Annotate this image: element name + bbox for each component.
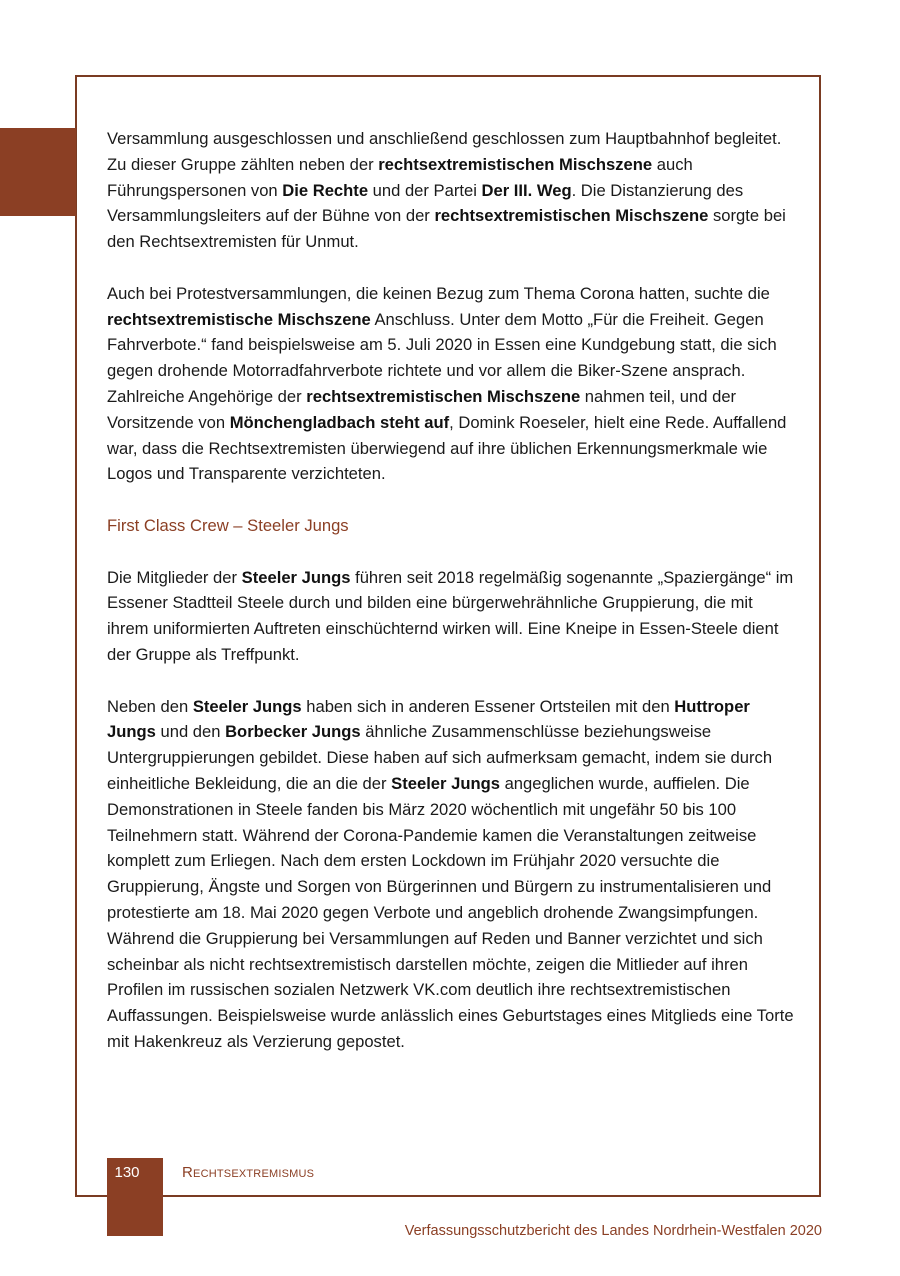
paragraph-1: Versammlung ausgeschlossen und anschließend geschlossen zum Hauptbahnhof begleitet. Zu dieser Gruppe zählten neben der rechtsextremistischen Mischszene auch Führungspersonen von Die Rechte und der Partei Der III. Weg. Die Distanzierung des Versammlungsleiters auf der Bühne von der rechtsextremistischen Mischszene sorgte bei den Rechtsextremisten für Unmut. [107, 129, 786, 252]
paragraph-4: Neben den Steeler Jungs haben sich in anderen Essener Ortsteilen mit den Huttroper Jungs und den Borbecker Jungs ähnliche Zusammenschlüsse beziehungsweise Untergruppierungen gebildet. Diese haben auf sich aufmerksam gemacht, indem sie durch einheitliche Bekleidung, die an die der Steeler Jungs angeglichen wurde, auffielen. Die Demonstrationen in Steele fanden bis März 2020 wöchentlich mit ungefähr 50 bis 100 Teilnehmern statt. Während der Corona-Pandemie kamen die Veranstaltungen zeitweise komplett zum Erliegen. Nach dem ersten Lockdown im Frühjahr 2020 versuchte die Gruppierung, Ängste und Sorgen von Bürgerinnen und Bürgern zu instrumentalisieren und protestierte am 18. Mai 2020 gegen Verbote und angeblich drohende Zwangsimpfungen. Während die Gruppierung bei Versammlungen auf Reden und Banner verzichtet und sich scheinbar als nicht rechtsextremistisch darstellen möchte, zeigen die Mitlieder auf ihren Profilen im russischen sozialen Netzwerk VK.com deutlich ihre rechtsextremistischen Auffassungen. Beispielsweise wurde anlässlich eines Geburtstages eines Mitglieds eine Torte mit Hakenkreuz als Verzierung gepostet. [107, 696, 794, 1051]
section-heading: First Class Crew – Steeler Jungs [107, 515, 349, 535]
page-number: 130 [114, 1164, 140, 1181]
running-head: Rechtsextremismus [182, 1164, 315, 1181]
paragraph-2: Auch bei Protestversammlungen, die keinen Bezug zum Thema Corona hatten, suchte die rechtsextremistische Mischszene Anschluss. Unter dem Motto „Für die Freiheit. Gegen Fahrverbote.“ fand beispielsweise am 5. Juli 2020 in Essen eine Kundgebung statt, die sich gegen drohende Motorradfahrverbote richtete und vor allem die Biker-Szene ansprach. Zahlreiche Angehörige der rechtsextremistischen Mischszene nahmen teil, und der Vorsitzende von Mönchengladbach steht auf, Domink Roeseler, hielt eine Rede. Auffallend war, dass die Rechtsextremisten überwiegend auf ihre üblichen Erkennungsmerkmale wie Logos und Transparente verzichteten. [107, 283, 787, 484]
main-text [107, 126, 797, 1080]
paragraph-3: Die Mitglieder der Steeler Jungs führen seit 2018 regelmäßig sogenannte „Spaziergänge“ im Essener Stadtteil Steele durch und bilden eine bürgerwehrähnliche Gruppierung, die mit ihrem uniformierten Auftreten einschüchternd wirken will. Eine Kneipe in Essen-Steele dient der Gruppe als Treffpunkt. [107, 567, 794, 664]
side-tab-marker [0, 128, 76, 216]
footer-title: Verfassungsschutzbericht des Landes Nordrhein-Westfalen 2020 [404, 1223, 822, 1239]
